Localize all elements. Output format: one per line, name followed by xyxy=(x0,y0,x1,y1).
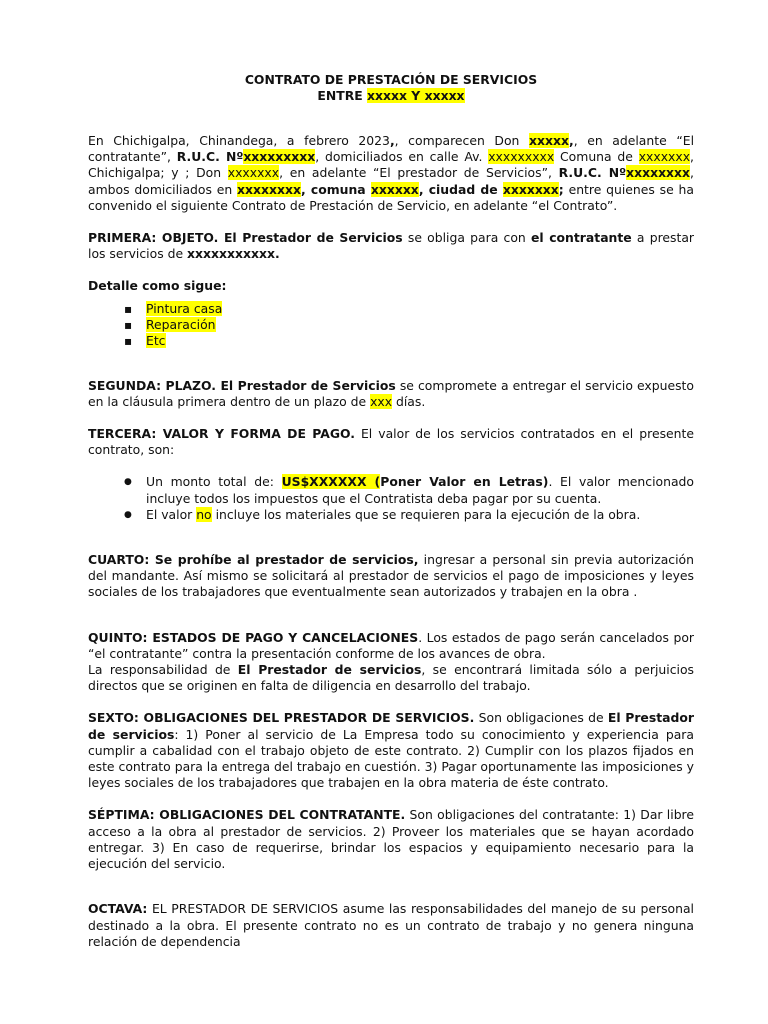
list-item-text: Etc xyxy=(146,332,166,348)
intro-text: , en adelante “El contratante”, xyxy=(88,133,695,165)
amount-highlight: US$XXXXXX ( xyxy=(281,474,381,490)
list-item xyxy=(146,474,694,506)
comuna-highlight: xxxxxx xyxy=(370,181,419,197)
intro-comma: , xyxy=(389,133,395,148)
ciudad-label: , ciudad de xyxy=(418,181,503,197)
intro-text: , ambos domiciliados en xyxy=(88,165,694,197)
clause-text: El valor de los servicios contratados en el presente contrato, son: xyxy=(88,426,694,458)
intro-text: Comuna de xyxy=(554,149,639,165)
intro-text: , domiciliados en calle Av. xyxy=(315,149,489,165)
comuna-highlight: xxxxxxx xyxy=(638,149,691,165)
clause-text: : 1) Poner al servicio de La Empresa todo su conocimiento y experiencia para cumplir a cabalidad con el trabajo objeto de este contrato. 2) Cumplir con los plazos fijados en este contrato para la entrega del trabajo en cuestión. 3) Pagar oportunamente las imposiciones y leyes sociales de los trabajadores que trabajen en la obra materia de éste contrato. xyxy=(88,726,694,791)
clause-bold: El Prestador de servicios xyxy=(88,710,694,742)
clause-text: . Los estados de pago serán cancelados por “el contratante” contra la presentación conforme de los avances de obra. xyxy=(88,629,695,661)
plazo-highlight: xxx xyxy=(370,393,393,409)
intro-paragraph xyxy=(88,133,694,214)
clause-text: ingresar a personal sin previa autorización del mandante. Así mismo se solicitará al prestador de servicios el pago de imposiciones y leyes sociales de los trabajadores que eventualmente sean autorizados y trabajen en la obra . xyxy=(88,552,694,600)
contratante-name-highlight: xxxxx xyxy=(529,133,569,148)
clause-primera xyxy=(88,230,694,262)
list-item-text: Pintura casa xyxy=(146,300,223,316)
clause-bold: xxxxxxxxxxx. xyxy=(187,246,280,262)
ruc-label: R.U.C. Nº xyxy=(176,149,244,165)
intro-text: En Chichigalpa, Chinandega, a febrero 2023 xyxy=(88,133,390,148)
clause-text: a prestar los servicios de xyxy=(88,230,695,262)
clause-quinto xyxy=(88,630,694,662)
clause-text: Son obligaciones de xyxy=(474,710,608,726)
title-line-2 xyxy=(88,88,694,104)
ruc-highlight: xxxxxxxx xyxy=(626,165,691,181)
clause-text: se obliga para con xyxy=(402,230,531,246)
intro-semicolon: ; xyxy=(558,181,564,197)
list-item-text: incluye los materiales que se requieren para la ejecución de la obra. xyxy=(211,506,641,522)
prestador-name-highlight: xxxxxxx xyxy=(227,165,280,181)
clause-heading: SEXTO: OBLIGACIONES DEL PRESTADOR DE SERVICIOS. xyxy=(88,710,475,726)
amount-words: Poner Valor en Letras) xyxy=(380,474,549,490)
clause-cuarto xyxy=(88,552,694,601)
domicile-highlight: xxxxxxxx xyxy=(237,181,301,197)
list-item-text: . El valor mencionado incluye todos los impuestos que el Contratista deba pagar por su cuenta. xyxy=(146,474,695,506)
list-item xyxy=(146,317,694,333)
title-line-1: CONTRATO DE PRESTACIÓN DE SERVICIOS xyxy=(244,72,538,87)
title-parties-highlight: xxxxx Y xxxxx xyxy=(367,88,465,103)
clause-text: , se encontrará limitada sólo a perjuicios directos que se originen en falta de diligencia en desarrollo del trabajo. xyxy=(88,662,694,694)
detalle-heading: Detalle como sigue: xyxy=(88,278,227,294)
clause-heading: SÉPTIMA: OBLIGACIONES DEL CONTRATANTE. xyxy=(88,807,406,823)
list-item-text: El valor xyxy=(146,506,197,522)
list-item-text: Reparación xyxy=(146,316,216,332)
clause-text: se compromete a entregar el servicio expuesto en la cláusula primera dentro de un plazo de xyxy=(88,377,694,409)
title-entre: ENTRE xyxy=(317,88,368,103)
clause-quinto-cont xyxy=(88,662,694,694)
ruc-label: R.U.C. Nº xyxy=(558,165,627,181)
clause-segunda xyxy=(88,378,694,410)
clause-heading: CUARTO: Se prohíbe al prestador de servicios, xyxy=(88,552,419,568)
clause-heading: OCTAVA: xyxy=(88,901,148,917)
clause-heading: QUINTO: ESTADOS DE PAGO Y CANCELACIONES xyxy=(88,629,419,645)
clause-text: Son obligaciones del contratante: 1) Dar libre acceso a la obra al prestador de servicios. 2) Proveer los materiales que se hayan acordado entregar. 3) En caso de requerirse, brindar los espacios y equipamiento necesario para la ejecución del servicio. xyxy=(88,807,694,872)
tercera-list xyxy=(88,474,694,523)
clause-tercera xyxy=(88,426,694,458)
ciudad-highlight: xxxxxxx xyxy=(502,181,559,197)
clause-septima xyxy=(88,807,694,872)
clause-sexto xyxy=(88,710,694,791)
clause-heading: SEGUNDA: PLAZO. El Prestador de Servicios xyxy=(88,377,396,393)
clause-octava xyxy=(88,901,694,950)
clause-text: días. xyxy=(392,393,426,409)
list-item xyxy=(146,333,694,349)
intro-text: entre quienes se ha convenido el siguiente Contrato de Prestación de Servicio, en adelante “el Contrato”. xyxy=(88,181,694,213)
contract-title xyxy=(88,72,694,104)
list-item-text: Un monto total de: xyxy=(146,474,282,490)
clause-bold: el contratante xyxy=(530,230,632,246)
detalle-list xyxy=(88,301,694,349)
intro-comma: , xyxy=(568,133,574,148)
ruc-highlight: xxxxxxxxx xyxy=(243,149,316,165)
list-item xyxy=(146,507,694,523)
clause-heading: TERCERA: VALOR Y FORMA DE PAGO. xyxy=(88,426,355,442)
intro-text: , Chichigalpa; y ; Don xyxy=(88,149,694,181)
clause-bold: El Prestador de servicios xyxy=(237,662,422,678)
clause-heading: PRIMERA: OBJETO. El Prestador de Servicios xyxy=(88,230,403,246)
address-highlight: xxxxxxxxx xyxy=(488,149,555,165)
clause-text: La responsabilidad de xyxy=(88,662,238,678)
intro-text: , en adelante “El prestador de Servicios”, xyxy=(279,165,559,181)
no-highlight: no xyxy=(196,506,212,522)
comuna-label: , comuna xyxy=(301,181,371,197)
clause-text: EL PRESTADOR DE SERVICIOS asume las responsabilidades del manejo de su personal destinado a la obra. El presente contrato no es un contrato de trabajo y no genera ninguna relación de dependencia xyxy=(88,901,694,949)
intro-text: , comparecen Don xyxy=(394,133,529,148)
list-item xyxy=(146,301,694,317)
